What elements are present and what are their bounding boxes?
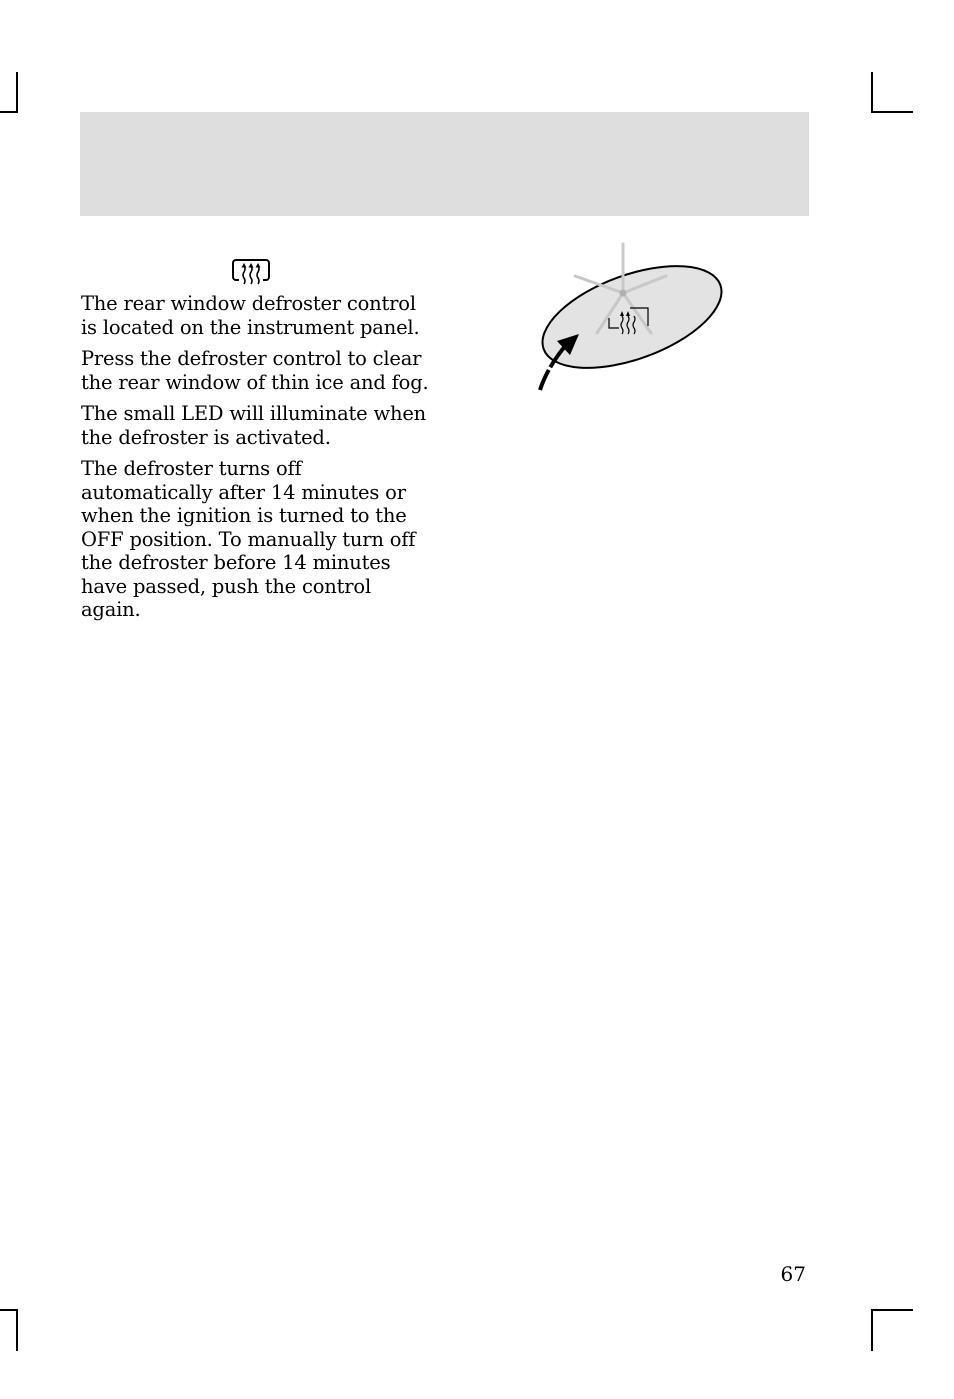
crop-mark-top-left-h xyxy=(0,111,18,113)
paragraph-led: The small LED will illuminate when the defroster is activated. xyxy=(81,402,427,449)
crop-mark-top-right-h xyxy=(871,111,913,113)
crop-mark-bottom-right-h xyxy=(871,1309,913,1311)
paragraph-press: Press the defroster control to clear the rear window of thin ice and fog. xyxy=(81,347,429,394)
header-band xyxy=(80,112,809,216)
crop-mark-top-left-v xyxy=(16,72,18,112)
page-number: 67 xyxy=(780,1262,806,1286)
defroster-button-illustration xyxy=(530,238,730,398)
rear-defrost-icon xyxy=(231,258,271,288)
paragraph-auto-off: The defroster turns off automatically after 14 minutes or when the ignition is turned to the OFF position. To manually turn off the defroster before 14 minutes have passed, push the control again. xyxy=(81,457,416,621)
crop-mark-bottom-left-v xyxy=(16,1309,18,1351)
crop-mark-top-right-v xyxy=(871,72,873,112)
paragraph-location: The rear window defroster control is located on the instrument panel. xyxy=(81,292,420,339)
crop-mark-bottom-right-v xyxy=(871,1309,873,1351)
body-text xyxy=(81,292,436,630)
